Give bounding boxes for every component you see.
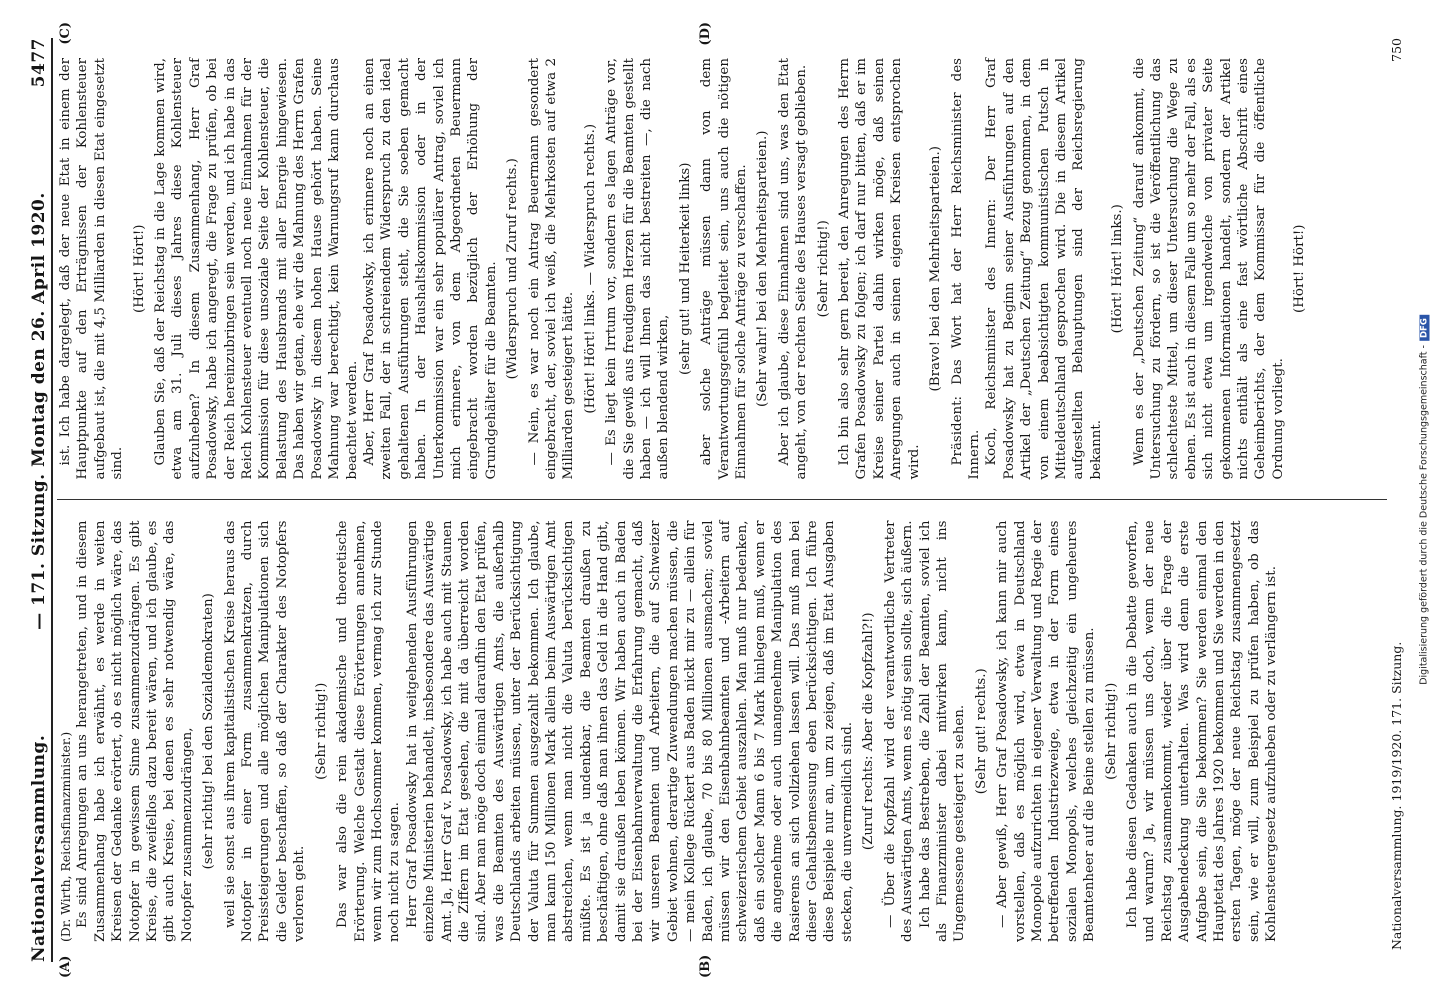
credit-text: Digitalisierung gefördert durch die Deutsche Forschungsgemeinschaft - bbox=[1418, 345, 1430, 685]
digitization-credit bbox=[1416, 8, 1432, 992]
interjection: (Hört! Hört! links. — Widerspruch rechts.) bbox=[582, 123, 598, 414]
interjection: (Hört! Hört!) bbox=[131, 224, 147, 314]
paragraph: weil sie sonst aus ihrem kapitalistischen Kreise heraus das Notopfer in einer Form zusammenkratzen, durch Preissteigerungen und alle möglichen Manipulationen sich die Gelder beschaffen, so daß der Charakter des Notopfers verloren geht. bbox=[222, 520, 308, 942]
paragraph: — Über die Kopfzahl wird der verantwortliche Vertreter des Auswärtigen Amts, wenn es nötig sein sollte, sich äußern. bbox=[882, 520, 916, 942]
interjection: (sehr gut! und Heiterkeit links) bbox=[677, 162, 693, 376]
page-footer bbox=[1389, 38, 1409, 950]
margin-marker-b: (B) bbox=[698, 954, 713, 978]
paragraph: Es sind Anregungen an uns herangetreten, und in diesem Zusammenhang habe ich erwähnt, es werde in weiten Kreisen der Gedanke erörtert, ob es nicht möglich wäre, das Notopfer in gewissem Sinne zusammenzudrängen. Es gibt Kreise, die zweifellos dazu bereit wären, und ich glaube, es gibt auch Kreise, bei denen es sehr notwendig wäre, das Notopfer zusammenzudrängen, bbox=[75, 520, 195, 942]
margin-marker-c: (C) bbox=[58, 22, 73, 45]
header-left: Nationalversammlung. bbox=[29, 734, 49, 962]
interjection: (Bravo! bei den Mehrheitsparteien.) bbox=[928, 146, 944, 392]
page-number: 5477 bbox=[29, 38, 49, 88]
interjection: (Sehr richtig!) bbox=[313, 682, 329, 780]
left-column bbox=[57, 501, 1387, 978]
interjection: (Sehr wahr! bei den Mehrheitsparteien.) bbox=[755, 130, 771, 407]
paragraph: Aber, Herr Graf Posadowsky, ich erinnere noch an einen zweiten Fall, der in schreiendem Widerspruch zu den ideal gehaltenen Ausführungen steht, die Sie soeben gemacht haben. In der Haushaltskommission oder in der Unterkommission war ein sehr populärer Antrag, soviel ich mich erinnere, von dem Abgeordneten Beuermann eingebracht worden bezüglich der Erhöhung der Grundgehälter für die Beamten. bbox=[361, 58, 499, 480]
page-header bbox=[23, 38, 53, 962]
rotated-newspaper-page bbox=[17, 20, 1417, 980]
paragraph: Ich habe diesen Gedanken auch in die Debatte geworfen, und warum? Ja, wir müssen uns doch, wenn der neue Reichstag zusammenkommt, wieder über die Frage der Ausgabendeckung unterhalten. Was wird denn die erste Aufgabe sein, die Sie bekommen? Sie werden einmal den Hauptetat des Jahres 1920 bekommen und Sie werden in den ersten Tagen, möge der neue Reichstag zusammengesetzt sein, wie er will, zum Beispiel zu prüfen haben, ob das Kohlensteuergesetz aufzuheben oder zu verlängern ist. bbox=[1124, 520, 1280, 942]
interjection: (Sehr richtig!) bbox=[1103, 682, 1119, 780]
right-column bbox=[57, 22, 1387, 501]
paragraph: aber solche Anträge müssen dann von dem Verantwortungsgefühl begleitet sein, uns auch die nötigen Einnahmen für solche Anträge zu verschaffen. bbox=[699, 58, 750, 480]
header-center: — 171. Sitzung. Montag den 26. April 1920. bbox=[29, 192, 49, 630]
paragraph: Herr Graf Posadowsky hat in weitgehenden Ausführungen einzelne Ministerien behandelt, insbesondere das Auswärtige Amt. Ja, Herr Graf v. Posadowsky, ich habe auch mit Staunen die Ziffern im Etat gesehen, die mit da überreicht worden sind. Aber man möge doch einmal daraufhin den Etat prüfen, was die Beamten des Auswärtigen Amts, die außerhalb Deutschlands arbeiten müssen, unter der Berücksichtigung der Valuta für Summen ausgezahlt bekommen. Ich glaube, man kann 150 Millionen Mark allein beim Auswärtigen Amt abstreichen, wenn man nicht die Valuta berücksichtigen müßte. Es ist ja undenkbar, die Beamten draußen zu beschäftigen, ohne daß man ihnen das Geld in die Hand gibt, damit sie draußen leben können. Wir haben auch in Baden bei der Eisenbahnverwaltung die Erfahrung gemacht, daß wir unseren Beamten und Arbeitern, die auf Schweizer Gebiet wohnen, derartige Zuwendungen machen müssen, die — mein Kollege Rückert aus Baden nickt mir zu — allein für Baden, ich glaube, 70 bis 80 Millionen ausmachen; soviel müssen wir den Eisenbahnbeamten und -Arbeitern auf schweizerischem Gebiet auszahlen. Man muß nur bedenken, daß ein solcher Mann 6 bis 7 Mark hinlegen muß, wenn er die angenehme oder auch unangenehme Manipulation des Rasierens an sich vollziehen lassen will. Das muß man bei dieser Gehaltsbemessung eben berücksichtigen. Ich führe diese Beispiele nur an, um zu zeigen, daß im Etat Ausgaben stecken, die unvermeidlich sind. bbox=[404, 520, 855, 942]
interjection: (Hört! Hört! links.) bbox=[1110, 204, 1126, 334]
interjection: (Hört! Hört!) bbox=[1292, 224, 1308, 314]
footer-left: Nationalversammlung. 1919/1920. 171. Sitzung. bbox=[1389, 641, 1404, 950]
margin-marker-a: (A) bbox=[58, 955, 73, 978]
paragraph: Aber ich glaube, diese Einnahmen sind uns, was den Etat angeht, von der rechten Seite des Hauses versagt geblieben. bbox=[776, 58, 810, 480]
interjection: (Sehr gut! rechts.) bbox=[973, 668, 989, 795]
text-body bbox=[57, 22, 1387, 978]
paragraph: Wenn es der „Deutschen Zeitung“ darauf ankommt, die Untersuchung zu fördern, so ist die Veröffentlichung das schlechteste Mittel, um dieser Untersuchung die Wege zu ebnen. Es ist auch in diesem Falle um so mehr der Fall, als es sich nicht etwa um irgendwelche von privater Seite gekommenen Informationen handelt, sondern der Artikel nichts enthält als eine fast wörtliche Abschrift eines Geheimberichts, der dem Kommissar für die öffentliche Ordnung vorliegt. bbox=[1131, 58, 1286, 480]
interjection: (Zuruf rechts: Aber die Kopfzahl?!) bbox=[861, 612, 877, 851]
paragraph: Ich habe das Bestreben, die Zahl der Beamten, soviel ich als Finanzminister dabei mitwirken kann, nicht ins Ungemessene gesteigert zu sehen. bbox=[917, 520, 968, 942]
paragraph: Das war also die rein akademische und theoretische Erörterung. Welche Gestalt diese Erörterungen annehmen, wenn wir zum Hochsommer kommen, vermag ich zur Stunde noch nicht zu sagen. bbox=[335, 520, 403, 942]
paragraph: Präsident: Das Wort hat der Herr Reichsminister des Innern. bbox=[949, 58, 982, 480]
margin-marker-d: (D) bbox=[698, 22, 713, 46]
paragraph: ist. Ich habe dargelegt, daß der neue Etat in einem der Hauptpunkte auf den Erträgnissen der Kohlensteuer aufgebaut ist, die mit 4,5 Milliarden in diesen Etat eingesetzt sind. bbox=[58, 58, 126, 480]
paragraph: Glauben Sie, daß der Reichstag in die Lage kommen wird, etwa am 31. Juli dieses Jahres diese Kohlensteuer aufzuheben? In diesem Zusammenhang, Herr Graf Posadowsky, habe ich angeregt, die Frage zu prüfen, ob bei der Reich hereinzubringen sein werden, und ich habe in das Reich Kohlensteuer eventuell noch neue Einnahmen für der Kommission für diese unsoziale Seite der Kohlensteuer, die Belastung des Hausbrands mit aller Energie hingewiesen. Das haben wir getan, ehe wir die Mahnung des Herrn Grafen Posadowsky in diesem hohen Hause gehört haben. Seine Mahnung war berechtigt, kein Warnungsruf kann durchaus beachtet werden. bbox=[153, 58, 360, 480]
footer-page-number: 750 bbox=[1389, 38, 1404, 62]
interjection: (Widerspruch und Zuruf rechts.) bbox=[505, 158, 521, 380]
paragraph: Ich bin also sehr gern bereit, den Anregungen des Herrn Grafen Posadowsky zu folgen; ich darf nur bitten, daß er im Kreise seiner Partei dahin wirken möge, daß seinen Anregungen auch in seinen eigenen Kreisen entsprochen wird. bbox=[837, 58, 922, 480]
dfg-logo: DFG bbox=[1420, 315, 1430, 341]
speaker-line: (Dr. Wirth, Reichsfinanzminister.) bbox=[58, 731, 73, 942]
interjection: (Sehr richtig!) bbox=[815, 220, 831, 318]
paragraph: — Nein, es war noch ein Antrag Beuermann gesondert eingebracht, der, soviel ich weiß, die Mehrkosten auf etwa 2 Milliarden gesteigert hätte. bbox=[526, 58, 577, 480]
interjection: (sehr richtig! bei den Sozialdemokraten) bbox=[201, 593, 217, 870]
paragraph: Koch, Reichsminister des Innern: Der Herr Graf Posadowsky hat zu Beginn seiner Ausführungen auf den Artikel der „Deutschen Zeitung“ Bezug genommen, in dem von einem beabsichtigten kommunistischen Putsch in Mitteldeutschland gesprochen wird. Die in diesem Artikel aufgestellten Behauptungen sind der Reichsregierung bekannt. bbox=[984, 58, 1104, 480]
paragraph: — Es liegt kein Irrtum vor, sondern es lagen Anträge vor, die Sie gewiß aus freudigem Herzen für die Beamten gestellt haben — ich will Ihnen das nicht bestreiten —, die nach außen blendend wirken, bbox=[604, 58, 672, 480]
paragraph: — Aber gewiß, Herr Graf Posadowsky, ich kann mir auch vorstellen, daß es möglich wird, etwa in Deutschland Monopole aufzurichten in eigener Verwaltung und Regie der betreffenden Industriezweige, etwa in der Form eines sozialen Monopols, welches gleichzeitig ein ungeheures Beamtenheer auf die Beine stellen zu müssen. bbox=[995, 520, 1098, 942]
